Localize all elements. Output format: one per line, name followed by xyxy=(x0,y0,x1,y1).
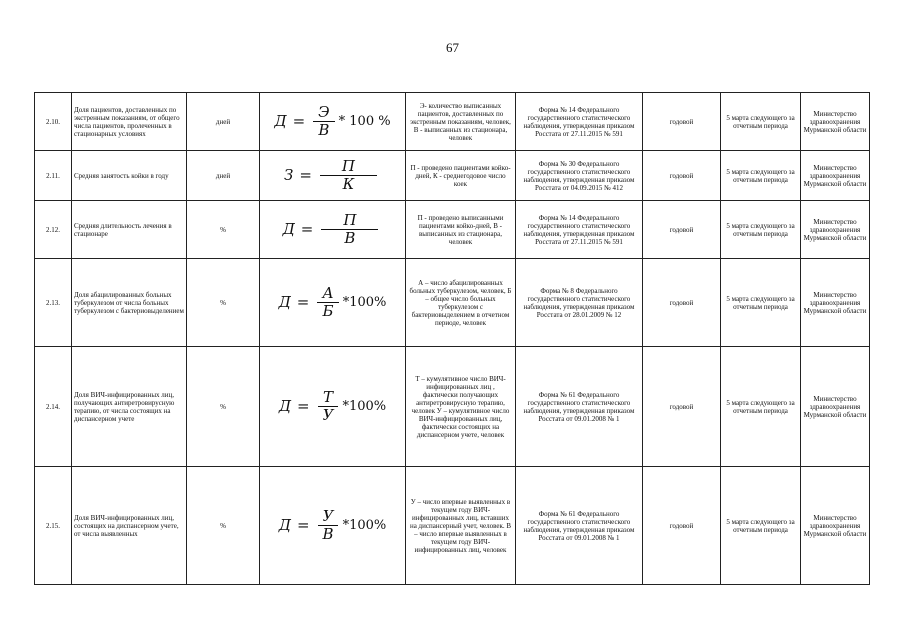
formula-tail: *100% xyxy=(342,399,387,414)
periodicity: годовой xyxy=(643,93,721,151)
indicator-name: Доля пациентов, доставленных по экстренным показаниям, от общего числа пациентов, пролеченных в стационарных условиях xyxy=(72,93,187,151)
fraction xyxy=(318,508,339,543)
formula-numerator: П xyxy=(321,212,378,230)
variable-description: П - проведено выписанными пациентами койко-дней, В - выписанных из стационара, человек xyxy=(406,201,516,259)
variable-description: Т – кумулятивное число ВИЧ-инфицированных лиц , фактически получающих антиретровирусную терапию, человек У – кумулятивное число ВИЧ-инфицированных лиц, фактически состоящих на диспансерном учете, человек xyxy=(406,347,516,467)
formula-lhs: Д xyxy=(278,293,291,311)
responsible: Министерство здравоохранения Мурманской области xyxy=(801,467,870,585)
formula-cell xyxy=(260,201,406,259)
formula-denominator: В xyxy=(318,121,330,139)
indicator-name: Доля ВИЧ-инфицированных лиц, состоящих на диспансерном учете, от числа выявленных xyxy=(72,467,187,585)
variable-description: А – число абацилированных больных туберкулезом, человек, Б – общее число больных туберкулезом с бактериовыделением в отчетном периоде, человек xyxy=(406,259,516,347)
table-row xyxy=(35,151,870,201)
row-number: 2.13. xyxy=(35,259,72,347)
data-source: Форма № 30 Федерального государственного статистического наблюдения, утвержденная приказом Росстата от 04.09.2015 № 412 xyxy=(516,151,643,201)
formula-numerator: У xyxy=(318,508,339,526)
formula-tail: * 100 % xyxy=(338,114,391,129)
table-row xyxy=(35,93,870,151)
formula-denominator: К xyxy=(342,175,355,193)
formula-lhs: Д xyxy=(282,220,295,238)
row-number: 2.12. xyxy=(35,201,72,259)
indicator-name: Средняя занятость койки в году xyxy=(72,151,187,201)
formula-numerator: Т xyxy=(318,389,338,407)
formula-lhs: Д xyxy=(274,112,287,130)
variable-description: П - проведено пациентами койко-дней, К - среднегодовое число коек xyxy=(406,151,516,201)
unit: % xyxy=(187,201,260,259)
fraction xyxy=(318,389,339,424)
fraction xyxy=(313,104,334,139)
periodicity: годовой xyxy=(643,347,721,467)
formula-tail: *100% xyxy=(342,518,387,533)
formula-denominator: У xyxy=(322,406,334,424)
data-source: Форма № 8 Федерального государственного статистического наблюдения, утвержденная приказом Росстата от 28.01.2009 № 12 xyxy=(516,259,643,347)
periodicity: годовой xyxy=(643,151,721,201)
page-number: 67 xyxy=(446,40,459,55)
row-number: 2.14. xyxy=(35,347,72,467)
formula xyxy=(283,212,383,247)
responsible: Министерство здравоохранения Мурманской области xyxy=(801,201,870,259)
formula-numerator: А xyxy=(317,285,338,303)
data-source: Форма № 61 Федерального государственного статистического наблюдения, утвержденная приказом Росстата от 09.01.2008 № 1 xyxy=(516,467,643,585)
formula xyxy=(284,158,381,193)
data-source: Форма № 14 Федерального государственного статистического наблюдения, утвержденная приказом Росстата от 27.11.2015 № 591 xyxy=(516,201,643,259)
periodicity: годовой xyxy=(643,201,721,259)
variable-description: У – число впервые выявленных в текущем году ВИЧ-инфицированных лиц, вставших на диспансерный учет, человек. В – число впервые выявленных в текущем году ВИЧ-инфицированных лиц, человек xyxy=(406,467,516,585)
unit: дней xyxy=(187,151,260,201)
data-source: Форма № 14 Федерального государственного статистического наблюдения, утвержденная приказом Росстата от 27.11.2015 № 591 xyxy=(516,93,643,151)
formula-lhs: Д xyxy=(278,397,292,415)
responsible: Министерство здравоохранения Мурманской области xyxy=(801,347,870,467)
formula-cell xyxy=(260,151,406,201)
deadline: 5 марта следующего за отчетным периода xyxy=(721,259,801,347)
table-row xyxy=(35,467,870,585)
unit: дней xyxy=(187,93,260,151)
data-source: Форма № 61 Федерального государственного статистического наблюдения, утвержденная приказом Росстата от 09.01.2008 № 1 xyxy=(516,347,643,467)
equals-sign: = xyxy=(292,112,306,130)
periodicity: годовой xyxy=(643,467,721,585)
formula-lhs: Д xyxy=(278,516,291,534)
formula-denominator: Б xyxy=(322,302,334,320)
variable-description: Э- количество выписанных пациентов, доставленных по экстренным показаниям, человек, В - выписанных из стационара, человек xyxy=(406,93,516,151)
deadline: 5 марта следующего за отчетным периода xyxy=(721,151,801,201)
equals-sign: = xyxy=(296,516,310,534)
formula-numerator: П xyxy=(320,158,377,176)
equals-sign: = xyxy=(296,293,310,311)
table-row xyxy=(35,259,870,347)
indicator-name: Доля ВИЧ-инфицированных лиц, получающих антиретровирусную терапию, от числа состоящих на диспансерном учете xyxy=(72,347,187,467)
formula-cell xyxy=(260,347,406,467)
unit: % xyxy=(187,259,260,347)
formula xyxy=(274,104,390,139)
formula xyxy=(279,508,386,543)
indicator-name: Средняя длительность лечения в стационаре xyxy=(72,201,187,259)
formula-cell xyxy=(260,259,406,347)
formula xyxy=(279,285,387,320)
formula-cell xyxy=(260,467,406,585)
deadline: 5 марта следующего за отчетным периода xyxy=(721,201,801,259)
formula-numerator: Э xyxy=(313,104,334,122)
periodicity: годовой xyxy=(643,259,721,347)
row-number: 2.15. xyxy=(35,467,72,585)
fraction xyxy=(321,212,378,247)
deadline: 5 марта следующего за отчетным периода xyxy=(721,347,801,467)
row-number: 2.11. xyxy=(35,151,72,201)
formula xyxy=(279,389,386,424)
table-row xyxy=(35,201,870,259)
formula-cell xyxy=(260,93,406,151)
formula-lhs: З xyxy=(283,166,294,184)
responsible: Министерство здравоохранения Мурманской области xyxy=(801,259,870,347)
formula-denominator: В xyxy=(322,525,334,543)
equals-sign: = xyxy=(297,397,310,415)
fraction xyxy=(317,285,338,320)
formula-denominator: В xyxy=(344,229,356,247)
responsible: Министерство здравоохранения Мурманской области xyxy=(801,151,870,201)
fraction xyxy=(320,158,377,193)
table-row xyxy=(35,347,870,467)
indicator-name: Доля абацилированных больных туберкулезом от числа больных туберкулезом с бактериовыделением xyxy=(72,259,187,347)
unit: % xyxy=(187,467,260,585)
row-number: 2.10. xyxy=(35,93,72,151)
deadline: 5 марта следующего за отчетным периода xyxy=(721,467,801,585)
indicators-table xyxy=(34,92,870,585)
deadline: 5 марта следующего за отчетным периода xyxy=(721,93,801,151)
equals-sign: = xyxy=(299,166,312,184)
equals-sign: = xyxy=(300,220,314,238)
responsible: Министерство здравоохранения Мурманской области xyxy=(801,93,870,151)
unit: % xyxy=(187,347,260,467)
formula-tail: *100% xyxy=(342,295,387,310)
